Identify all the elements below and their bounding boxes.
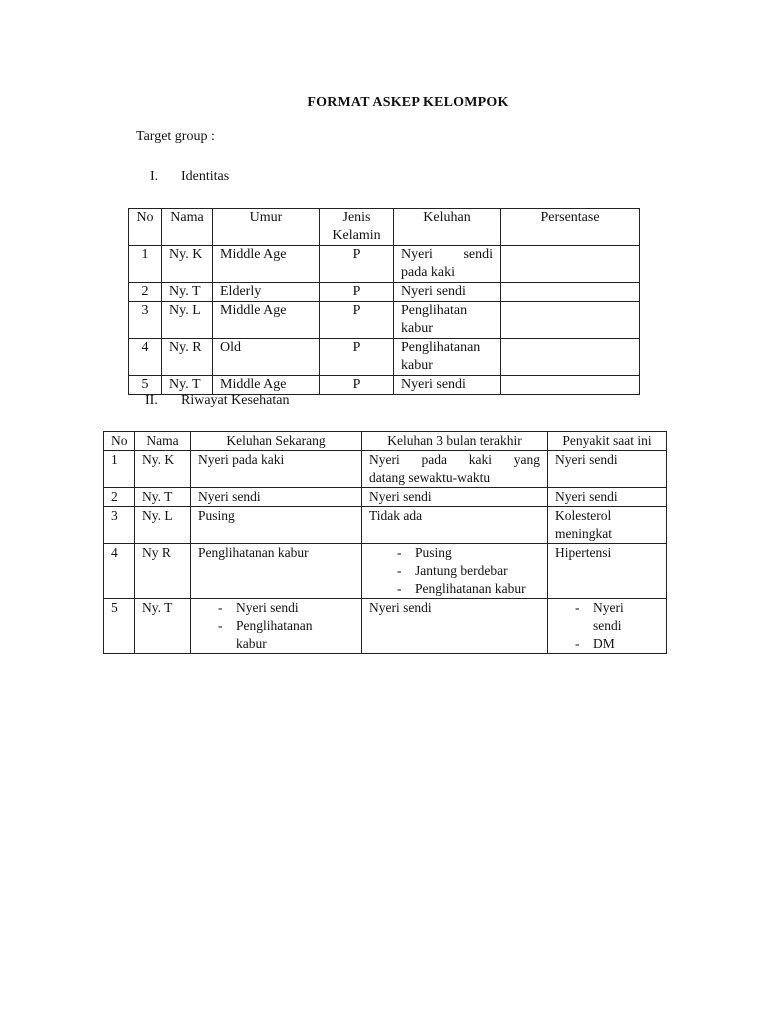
cell-umur: Elderly xyxy=(213,283,320,302)
cell-nama: Ny. K xyxy=(135,451,191,488)
cell-umur: Middle Age xyxy=(213,246,320,283)
cell-no: 5 xyxy=(104,599,135,654)
cell-keluhan-sekarang: Nyeri pada kaki xyxy=(191,451,362,488)
cell-nama: Ny. L xyxy=(162,302,213,339)
cell-nama: Ny. R xyxy=(162,339,213,376)
cell-no: 2 xyxy=(129,283,162,302)
header-no: No xyxy=(104,432,135,451)
cell-jenis-kelamin: P xyxy=(320,283,394,302)
table-row xyxy=(129,246,640,283)
header-jenis-kelamin xyxy=(320,209,394,246)
cell-jenis-kelamin: P xyxy=(320,339,394,376)
cell-penyakit: Nyeri sendi xyxy=(548,488,667,507)
table-header-row xyxy=(129,209,640,246)
table-row xyxy=(129,283,640,302)
cell-keluhan: Nyeri sendi xyxy=(394,376,501,395)
cell-umur: Middle Age xyxy=(213,302,320,339)
list-item: - DM xyxy=(569,635,641,653)
table-row xyxy=(104,488,667,507)
table-row xyxy=(129,302,640,339)
cell-penyakit: Kolesterol meningkat xyxy=(548,507,667,544)
cell-keluhan-3-bulan: Nyeri pada kaki yang datang sewaktu-waktu xyxy=(362,451,548,488)
list-item: - Pusing xyxy=(391,544,540,562)
table-header-row xyxy=(104,432,667,451)
cell-nama: Ny. T xyxy=(162,283,213,302)
list-item: - Nyeri sendi xyxy=(212,599,320,617)
list-item: - Jantung berdebar xyxy=(391,562,540,580)
cell-keluhan: Nyeri sendi xyxy=(394,283,501,302)
table-row xyxy=(104,507,667,544)
cell-no: 4 xyxy=(104,544,135,599)
section1-title: Identitas xyxy=(181,169,230,184)
document-title: FORMAT ASKEP KELOMPOK xyxy=(307,95,509,110)
cell-penyakit: Nyeri sendi xyxy=(548,451,667,488)
header-umur: Umur xyxy=(213,209,320,246)
cell-no: 5 xyxy=(129,376,162,395)
header-keluhan: Keluhan xyxy=(394,209,501,246)
cell-keluhan-sekarang xyxy=(191,599,362,654)
cell-keluhan-sekarang: Penglihatanan kabur xyxy=(191,544,362,599)
cell-keluhan-3-bulan: Nyeri sendi xyxy=(362,488,548,507)
cell-persentase xyxy=(501,302,640,339)
header-jenis-line1: Jenis xyxy=(342,210,371,225)
cell-no: 3 xyxy=(129,302,162,339)
table-row xyxy=(129,376,640,395)
cell-penyakit: Hipertensi xyxy=(548,544,667,599)
list-item: - Nyeri sendi xyxy=(569,599,641,635)
cell-penyakit xyxy=(548,599,667,654)
cell-jenis-kelamin: P xyxy=(320,246,394,283)
cell-no: 2 xyxy=(104,488,135,507)
list-item: - Penglihatanan kabur xyxy=(212,617,320,653)
table-row xyxy=(104,544,667,599)
list-item: - Penglihatanan kabur xyxy=(391,580,540,598)
table-row xyxy=(104,451,667,488)
riwayat-kesehatan-table xyxy=(103,431,667,654)
header-nama: Nama xyxy=(135,432,191,451)
cell-keluhan-3-bulan: Nyeri sendi xyxy=(362,599,548,654)
header-jenis-line2: Kelamin xyxy=(332,228,381,243)
cell-nama: Ny. T xyxy=(135,488,191,507)
identitas-table xyxy=(128,208,640,395)
cell-nama: Ny. T xyxy=(162,376,213,395)
cell-keluhan-3-bulan: Tidak ada xyxy=(362,507,548,544)
cell-nama: Ny R xyxy=(135,544,191,599)
cell-no: 1 xyxy=(104,451,135,488)
target-group-label: Target group : xyxy=(136,129,215,144)
cell-no: 4 xyxy=(129,339,162,376)
cell-keluhan: Penglihatan kabur xyxy=(394,302,501,339)
header-keluhan-3-bulan: Keluhan 3 bulan terakhir xyxy=(362,432,548,451)
header-no: No xyxy=(129,209,162,246)
section2-title: Riwayat Kesehatan xyxy=(181,393,290,408)
cell-persentase xyxy=(501,246,640,283)
header-keluhan-sekarang: Keluhan Sekarang xyxy=(191,432,362,451)
cell-no: 1 xyxy=(129,246,162,283)
cell-keluhan: Penglihatanan kabur xyxy=(394,339,501,376)
keluhan-3-bulan-list xyxy=(391,544,540,598)
table-row xyxy=(104,599,667,654)
cell-nama: Ny. K xyxy=(162,246,213,283)
cell-nama: Ny. L xyxy=(135,507,191,544)
cell-nama: Ny. T xyxy=(135,599,191,654)
cell-jenis-kelamin: P xyxy=(320,302,394,339)
penyakit-list xyxy=(569,599,641,653)
cell-umur: Old xyxy=(213,339,320,376)
table-row xyxy=(129,339,640,376)
cell-persentase xyxy=(501,339,640,376)
section1-number: I. xyxy=(150,169,159,184)
header-nama: Nama xyxy=(162,209,213,246)
keluhan-sekarang-list xyxy=(212,599,320,653)
cell-umur: Middle Age xyxy=(213,376,320,395)
cell-no: 3 xyxy=(104,507,135,544)
header-penyakit-saat-ini: Penyakit saat ini xyxy=(548,432,667,451)
section2-number: II. xyxy=(145,393,158,408)
cell-persentase xyxy=(501,376,640,395)
cell-keluhan-sekarang: Pusing xyxy=(191,507,362,544)
cell-persentase xyxy=(501,283,640,302)
cell-jenis-kelamin: P xyxy=(320,376,394,395)
cell-keluhan-3-bulan xyxy=(362,544,548,599)
cell-keluhan-sekarang: Nyeri sendi xyxy=(191,488,362,507)
cell-keluhan: Nyeri sendi pada kaki xyxy=(394,246,501,283)
header-persentase: Persentase xyxy=(501,209,640,246)
